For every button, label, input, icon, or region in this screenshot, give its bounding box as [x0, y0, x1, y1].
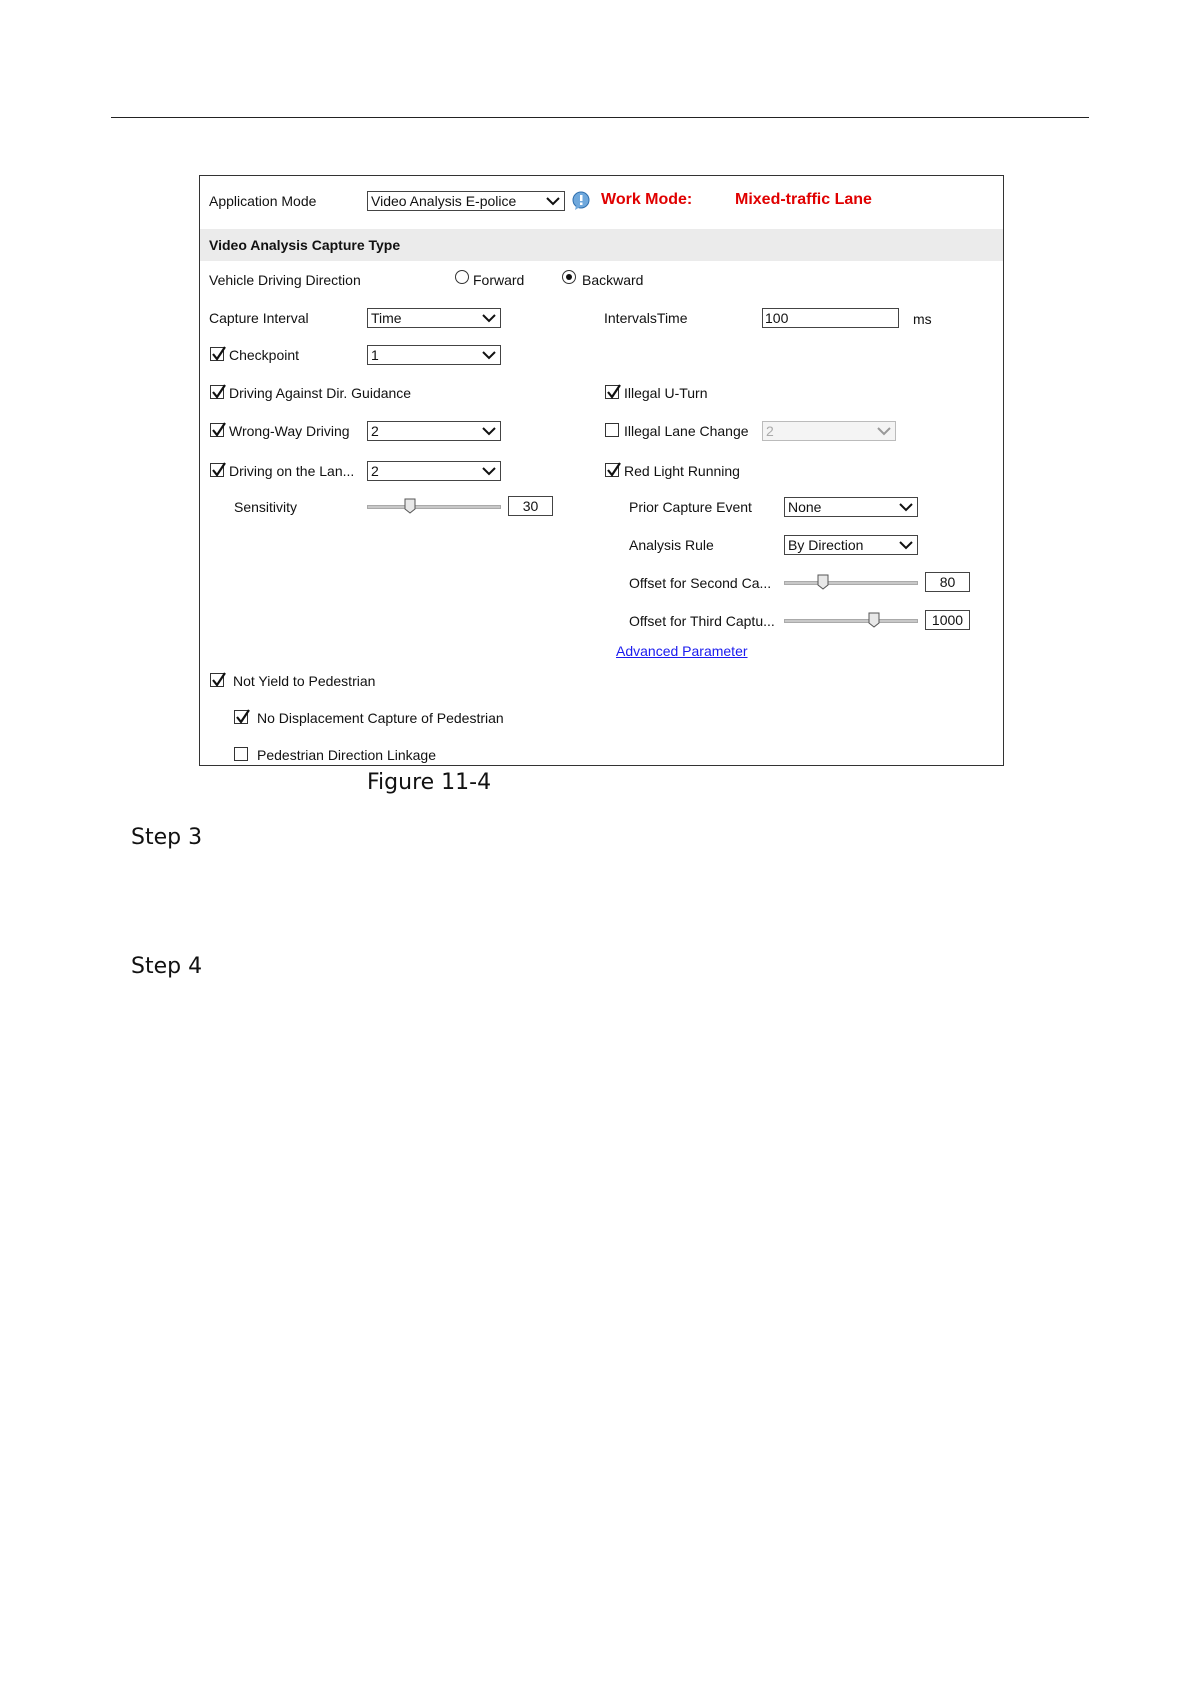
radio-selected-dot: [566, 274, 572, 280]
checkmark-icon: [211, 345, 227, 361]
checkmark-icon: [211, 421, 227, 437]
analysis-rule-select[interactable]: [784, 535, 918, 555]
intervals-time-label: IntervalsTime: [604, 310, 688, 326]
chevron-down-icon: [899, 501, 913, 513]
header-rule: [111, 117, 1089, 118]
radio-forward[interactable]: [455, 270, 469, 284]
illegal-uturn-checkbox[interactable]: [605, 385, 619, 399]
sensitivity-label: Sensitivity: [234, 499, 298, 515]
driving-against-label: Driving Against Dir. Guidance: [229, 385, 412, 401]
checkmark-icon: [211, 671, 227, 687]
section-header: [200, 229, 1003, 261]
chevron-down-icon: [482, 465, 496, 477]
offset-second-slider-thumb[interactable]: [817, 574, 829, 590]
sensitivity-slider-thumb[interactable]: [404, 498, 416, 514]
offset-third-slider-track[interactable]: [784, 619, 918, 623]
wrong-way-value: 2: [371, 423, 379, 439]
figure-caption: Figure 11-4: [367, 770, 492, 795]
checkmark-icon: [211, 461, 227, 477]
driving-against-checkbox[interactable]: [210, 385, 224, 399]
wrong-way-select[interactable]: [367, 421, 501, 441]
checkmark-icon: [606, 383, 622, 399]
intervals-time-unit: ms: [913, 311, 932, 327]
offset-third-value[interactable]: 1000: [925, 610, 970, 630]
driving-on-lane-select[interactable]: [367, 461, 501, 481]
analysis-rule-label: Analysis Rule: [629, 537, 714, 553]
chevron-down-icon: [482, 312, 496, 324]
application-mode-value: Video Analysis E-police: [371, 193, 517, 209]
capture-interval-value: Time: [371, 310, 402, 326]
chevron-down-icon: [482, 349, 496, 361]
checkmark-icon: [211, 383, 227, 399]
checkpoint-select[interactable]: [367, 345, 501, 365]
checkpoint-label: Checkpoint: [229, 347, 300, 363]
application-mode-label: Application Mode: [209, 193, 317, 209]
chevron-down-icon: [482, 425, 496, 437]
no-displacement-label: No Displacement Capture of Pedestrian: [257, 710, 504, 726]
offset-third-label: Offset for Third Captu...: [629, 613, 775, 629]
checkpoint-value: 1: [371, 347, 379, 363]
prior-capture-label: Prior Capture Event: [629, 499, 752, 515]
red-light-label: Red Light Running: [624, 463, 740, 479]
radio-backward-label: Backward: [582, 272, 644, 288]
wrong-way-checkbox[interactable]: [210, 423, 224, 437]
step-3-heading: Step 3: [131, 825, 203, 850]
illegal-lane-change-label: Illegal Lane Change: [624, 423, 749, 439]
sensitivity-value[interactable]: 30: [508, 496, 553, 516]
driving-on-lane-label: Driving on the Lan...: [229, 463, 355, 479]
checkmark-icon: [606, 461, 622, 477]
info-bubble-icon[interactable]: [571, 191, 591, 211]
no-displacement-checkbox[interactable]: [234, 710, 248, 724]
illegal-uturn-label: Illegal U-Turn: [624, 385, 708, 401]
work-mode-value: Mixed-traffic Lane: [735, 191, 872, 208]
illegal-lane-change-value: 2: [766, 423, 774, 439]
driving-on-lane-value: 2: [371, 463, 379, 479]
advanced-parameter-link[interactable]: Advanced Parameter: [616, 643, 748, 659]
chevron-down-icon: [546, 195, 560, 207]
application-mode-select[interactable]: [367, 191, 565, 211]
not-yield-label: Not Yield to Pedestrian: [233, 673, 376, 689]
analysis-rule-value: By Direction: [788, 537, 864, 553]
driving-on-lane-checkbox[interactable]: [210, 463, 224, 477]
capture-interval-select[interactable]: [367, 308, 501, 328]
wrong-way-label: Wrong-Way Driving: [229, 423, 350, 439]
checkmark-icon: [235, 708, 251, 724]
section-title: Video Analysis Capture Type: [209, 237, 401, 253]
radio-backward[interactable]: [562, 270, 576, 284]
offset-second-slider-track[interactable]: [784, 581, 918, 585]
illegal-lane-change-checkbox[interactable]: [605, 423, 619, 437]
offset-second-value[interactable]: 80: [925, 572, 970, 592]
not-yield-checkbox[interactable]: [210, 673, 224, 687]
chevron-down-icon: [899, 539, 913, 551]
chevron-down-icon: [877, 425, 891, 437]
intervals-time-input[interactable]: 100: [762, 308, 899, 328]
prior-capture-value: None: [788, 499, 822, 515]
illegal-lane-change-select: [762, 421, 896, 441]
offset-third-slider-thumb[interactable]: [868, 612, 880, 628]
ped-direction-checkbox[interactable]: [234, 747, 248, 761]
capture-interval-label: Capture Interval: [209, 310, 309, 326]
red-light-checkbox[interactable]: [605, 463, 619, 477]
step-4-heading: Step 4: [131, 954, 203, 979]
prior-capture-select[interactable]: [784, 497, 918, 517]
ped-direction-label: Pedestrian Direction Linkage: [257, 747, 436, 763]
capture-settings-panel: [199, 175, 1004, 766]
checkpoint-checkbox[interactable]: [210, 347, 224, 361]
direction-label: Vehicle Driving Direction: [209, 272, 361, 288]
radio-forward-label: Forward: [473, 272, 525, 288]
work-mode-label: Work Mode:: [601, 191, 693, 208]
sensitivity-slider-track[interactable]: [367, 505, 501, 509]
offset-second-label: Offset for Second Ca...: [629, 575, 772, 591]
